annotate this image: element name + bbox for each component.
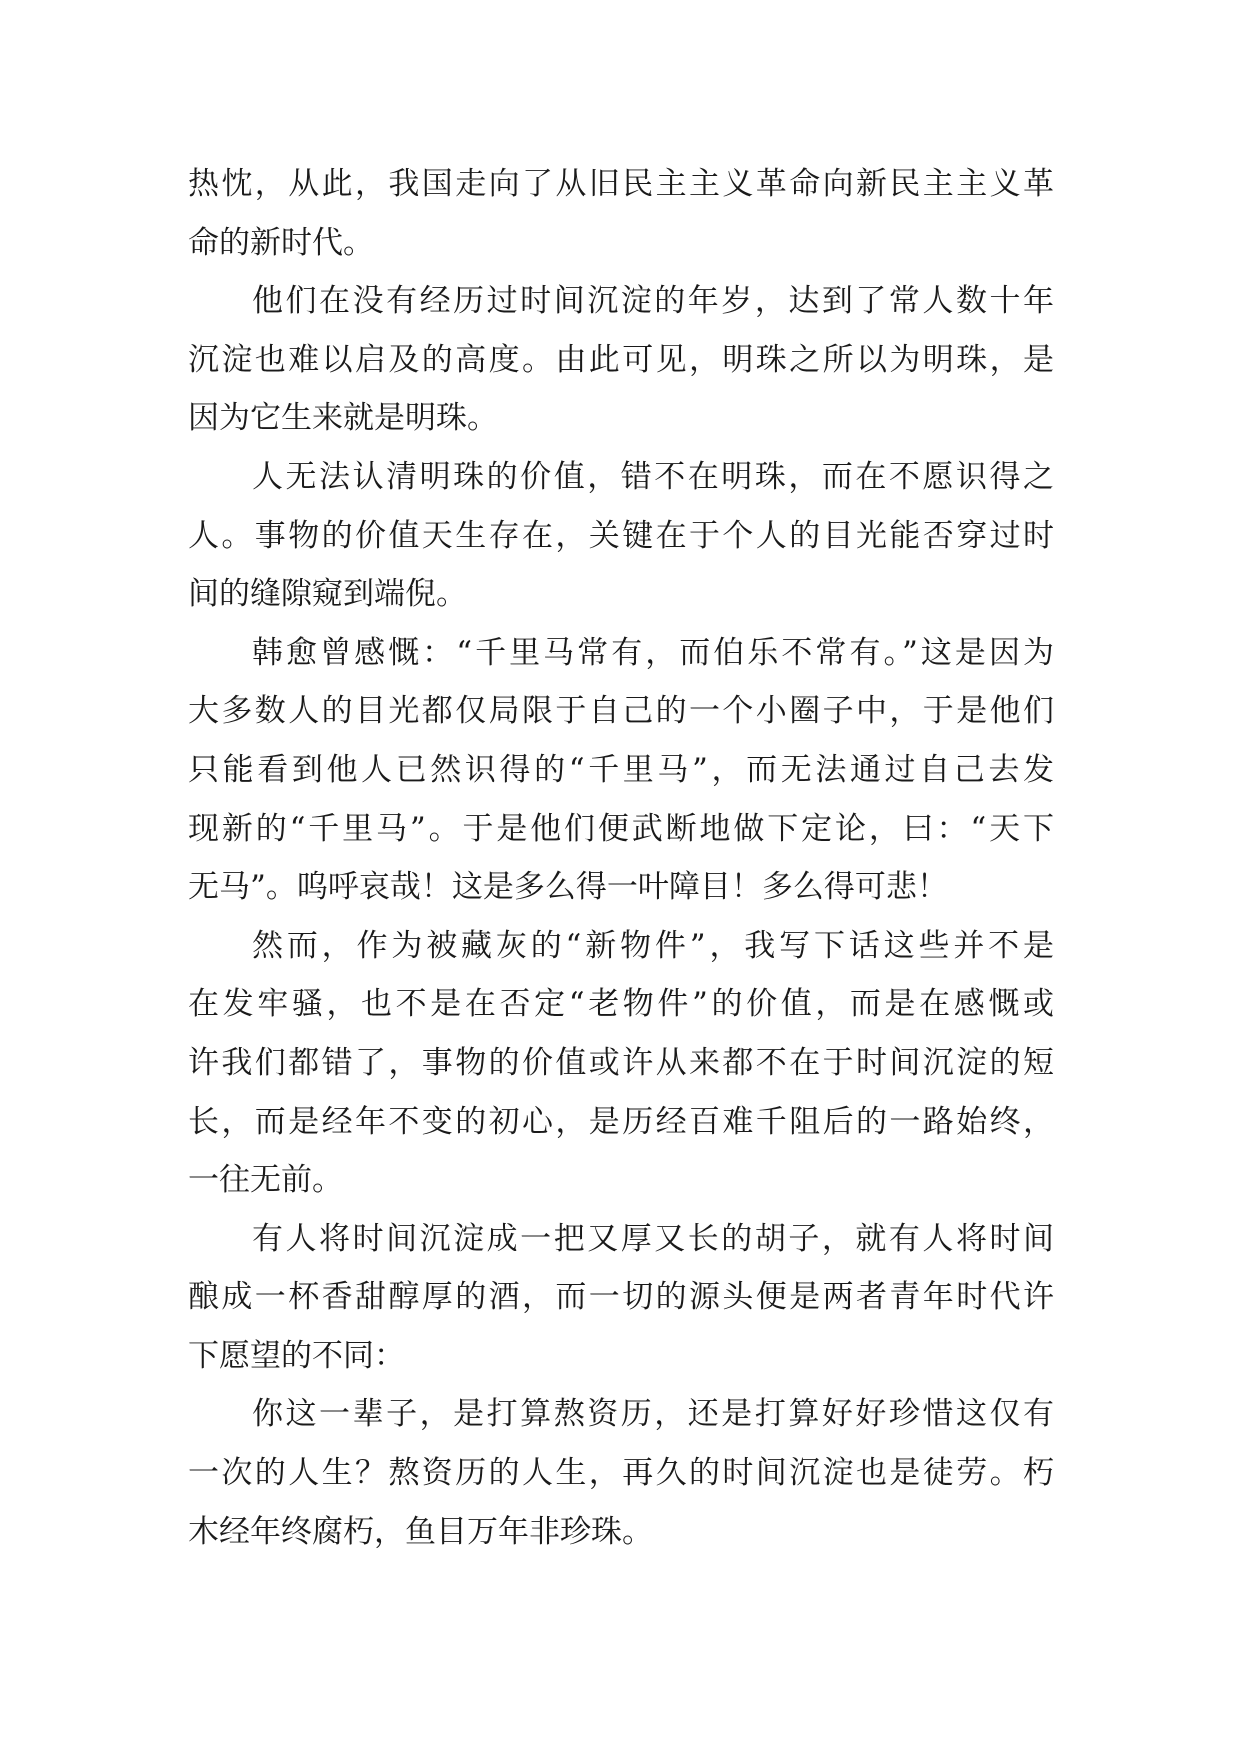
text-line: 韩愈曾感慨：“千里马常有，而伯乐不常有。”这是因为 [252,634,1054,671]
text-line: 在发牢骚，也不是在否定“老物件”的价值，而是在感慨或 [188,986,1054,1023]
text-line: 间的缝隙窥到端倪。 [188,576,467,613]
text-line: 只能看到他人已然识得的“千里马”，而无法通过自己去发 [188,751,1054,788]
text-line: 一次的人生？熬资历的人生，再久的时间沉淀也是徒劳。朽 [188,1455,1054,1492]
text-line: 酿成一杯香甜醇厚的酒，而一切的源头便是两者青年时代许 [188,1279,1054,1316]
text-line: 有人将时间沉淀成一把又厚又长的胡子，就有人将时间 [252,1220,1054,1257]
text-line: 大多数人的目光都仅局限于自己的一个小圈子中，于是他们 [188,693,1054,730]
document-page [188,155,1054,1561]
text-line: 然而，作为被藏灰的“新物件”，我写下话这些并不是 [252,927,1054,964]
text-line: 一往无前。 [188,1162,343,1199]
text-line: 人无法认清明珠的价值，错不在明珠，而在不愿识得之 [252,458,1054,495]
text-line: 许我们都错了，事物的价值或许从来都不在于时间沉淀的短 [188,1044,1054,1081]
text-line: 木经年终腐朽，鱼目万年非珍珠。 [188,1513,653,1550]
text-line: 你这一辈子，是打算熬资历，还是打算好好珍惜这仅有 [252,1396,1054,1433]
text-line: 热忱，从此，我国走向了从旧民主主义革命向新民主主义革 [188,166,1054,202]
text-line: 因为它生来就是明珠。 [188,400,498,437]
text-line: 长，而是经年不变的初心，是历经百难千阻后的一路始终， [188,1103,1054,1140]
text-line: 他们在没有经历过时间沉淀的年岁，达到了常人数十年 [252,283,1054,320]
text-line: 下愿望的不同： [188,1337,405,1374]
text-line: 人。事物的价值天生存在，关键在于个人的目光能否穿过时 [188,517,1054,554]
text-line: 命的新时代。 [188,224,374,261]
text-line: 沉淀也难以启及的高度。由此可见，明珠之所以为明珠，是 [188,341,1054,378]
text-line: 无马”。呜呼哀哉！这是多么得一叶障目！多么得可悲！ [188,869,948,906]
text-line: 现新的“千里马”。于是他们便武断地做下定论，曰：“天下 [188,810,1054,847]
